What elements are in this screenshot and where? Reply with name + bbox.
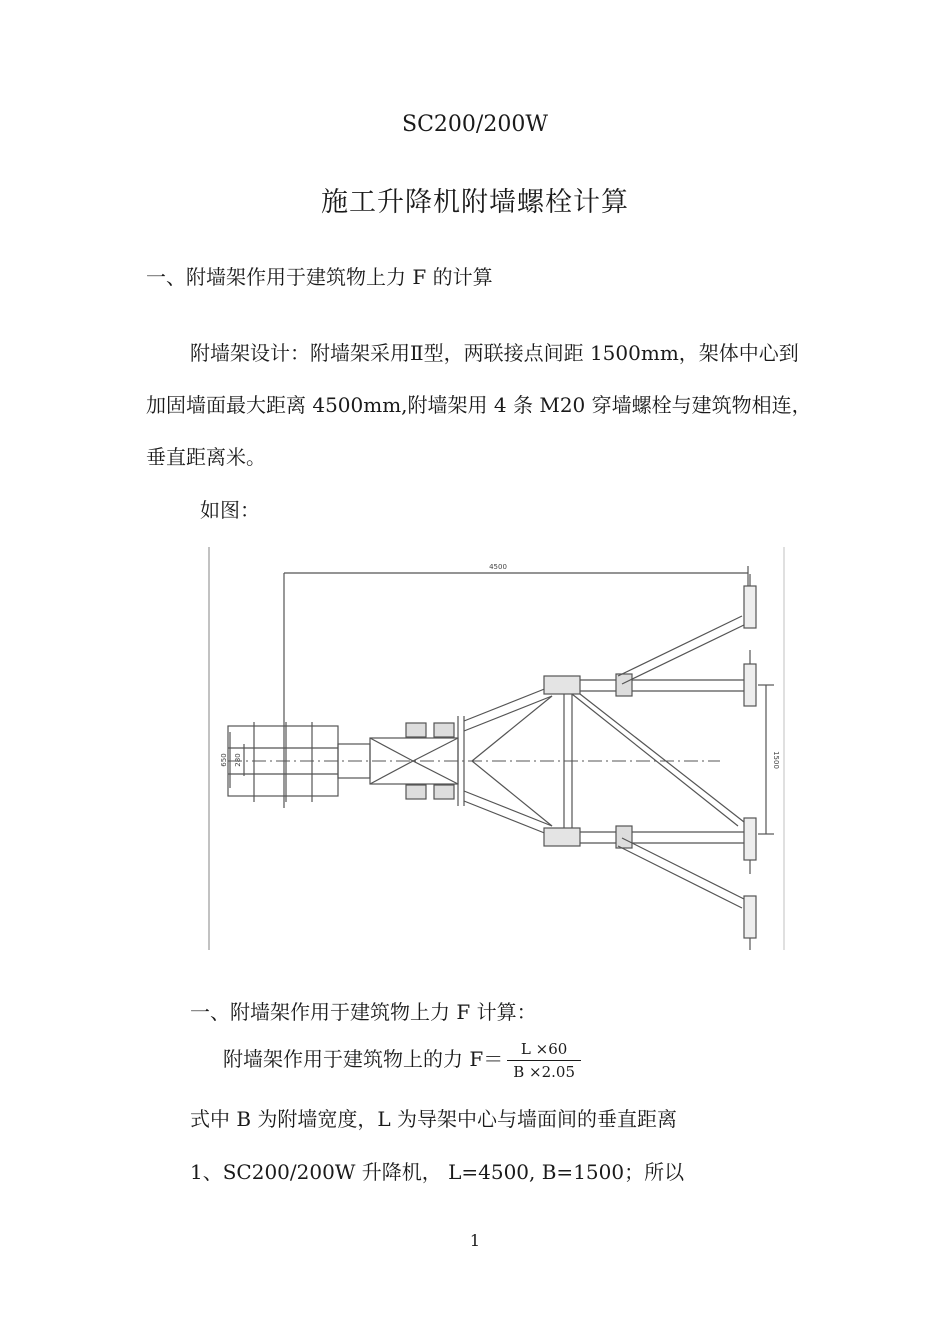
dim-label-280: 280 <box>234 753 242 767</box>
paragraph-2: 式中 B 为附墙宽度，L 为导架中心与墙面间的垂直距离 <box>190 1107 678 1131</box>
paragraph-1-line-3: 垂直距离米。 <box>146 445 266 469</box>
section-heading-2: 一、附墙架作用于建筑物上力 F 计算： <box>190 1000 537 1024</box>
paragraph-3: 1、SC200/200W 升降机， L=4500, B=1500；所以 <box>190 1160 685 1184</box>
page-number: 1 <box>469 1231 481 1250</box>
dim-label-650: 650 <box>220 753 228 767</box>
doc-title-model: SC200/200W <box>402 112 548 137</box>
dim-label-4500: 4500 <box>489 563 507 571</box>
paragraph-1-line-2: 加固墙面最大距离 4500mm,附墙架用 4 条 M20 穿墙螺栓与建筑物相连， <box>146 393 812 417</box>
wall-bracket-drawing <box>208 546 786 950</box>
formula-denominator: B ×2.05 <box>513 1063 575 1081</box>
formula-numerator: L ×60 <box>507 1040 581 1061</box>
section-heading-1: 一、附墙架作用于建筑物上力 F 的计算 <box>146 265 493 289</box>
formula-prefix: 附墙架作用于建筑物上的力 F＝ <box>223 1047 504 1071</box>
doc-title: 施工升降机附墙螺栓计算 <box>321 187 629 218</box>
figure-caption: 如图： <box>200 498 260 522</box>
formula-fraction <box>507 1040 581 1081</box>
dim-label-1500: 1500 <box>772 751 780 769</box>
formula-line <box>223 1040 581 1081</box>
paragraph-1-line-1: 附墙架设计：附墙架采用Ⅱ型，两联接点间距 1500mm，架体中心到 <box>190 341 799 365</box>
